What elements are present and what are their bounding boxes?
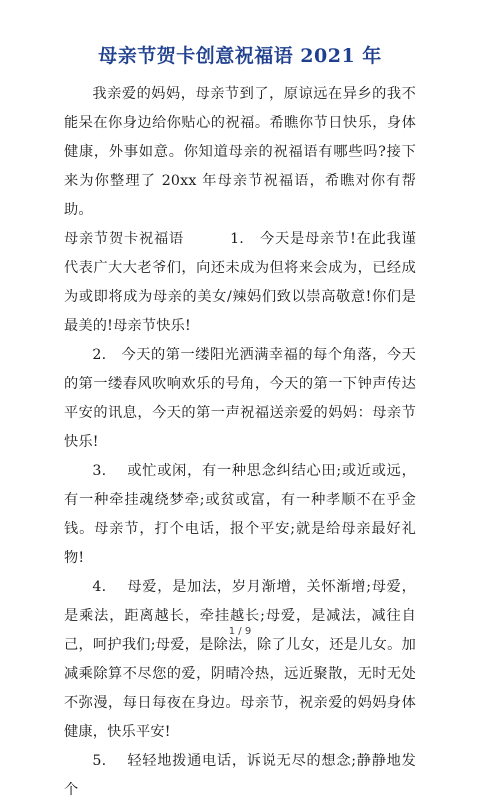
blessing-item-4 (64, 573, 416, 747)
item-text: 轻轻地拨通电话，诉说无尽的想念;静静地发个 (64, 753, 416, 798)
item-number: 1. (230, 231, 245, 247)
page-number: 1 / 9 (228, 626, 252, 637)
item-text: 母爱，是加法，岁月渐增，关怀渐增;母爱，是乘法，距离越长，牵挂越长;母爱，是减法，减往自己，呵护我们;母爱，是除法，除了儿女，还是儿女。加减乘除算不尽您的爱，阴晴冷热，远近聚散，无时无处不弥漫，每日每夜在身边。母亲节，祝亲爱的妈妈身体健康，快乐平安! (64, 579, 416, 740)
blessing-item-2 (64, 341, 416, 457)
blessing-item-5 (64, 747, 416, 805)
blessing-item-3 (64, 457, 416, 573)
intro-paragraph: 我亲爱的妈妈，母亲节到了，原谅远在异乡的我不能呆在你身边给你贴心的祝福。希瞧你节日快乐，身体健康，外事如意。你知道母亲的祝福语有哪些吗?接下来为你整理了 20xx 年母亲节祝福语，希瞧对你有帮助。 (64, 86, 416, 218)
item-number: 5. (92, 753, 107, 769)
item-number: 2. (92, 347, 107, 363)
section-label: 母亲节贺卡祝福语 (64, 231, 185, 247)
item-number: 4. (92, 579, 107, 595)
item-text: 今天是母亲节!在此我谨代表广大大老爷们，向还未成为但将来会成为，已经成为或即将成为母亲的美女/辣妈们致以崇高敬意!你们是最美的!母亲节快乐! (64, 231, 416, 334)
document-title: 母亲节贺卡创意祝福语 2021 年 (98, 45, 382, 67)
blessing-item-1 (64, 225, 416, 341)
item-number: 3. (92, 463, 107, 479)
item-text: 或忙或闲，有一种思念纠结心田;或近或远，有一种牵挂魂绕梦牵;或贫或富，有一种孝顺不在乎金钱。母亲节，打个电话，报个平安;就是给母亲最好礼物! (64, 463, 416, 566)
item-text: 今天的第一缕阳光洒满幸福的每个角落，今天的第一缕春风吹响欢乐的号角，今天的第一下钟声传达平安的讯息，今天的第一声祝福送亲爱的妈妈：母亲节快乐! (64, 347, 416, 450)
